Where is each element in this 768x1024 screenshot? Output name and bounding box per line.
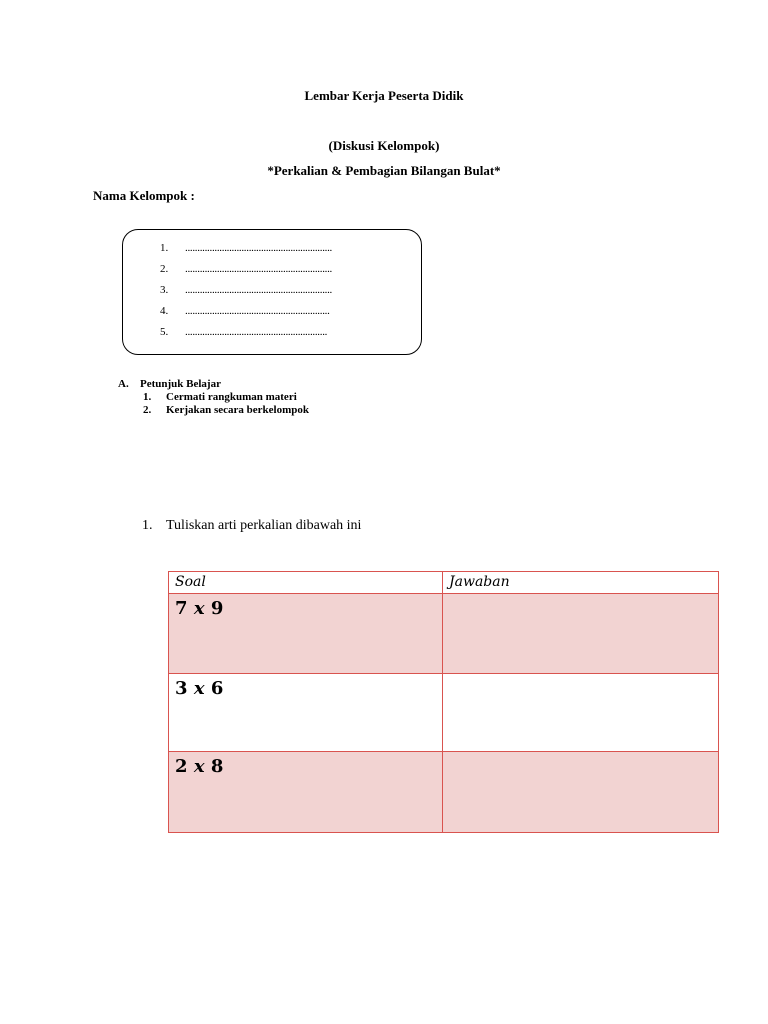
member-line[interactable] [160, 241, 332, 255]
member-number: 5. [160, 326, 169, 338]
jawaban-cell[interactable] [443, 594, 719, 674]
times-operator: x [193, 678, 205, 699]
times-operator: x [193, 756, 205, 777]
operand-b: 9 [210, 598, 224, 619]
operand-a: 7 [175, 598, 188, 619]
soal-header: Soal [169, 572, 443, 594]
table-row [169, 674, 719, 752]
soal-cell [169, 674, 443, 752]
instructions-heading: Petunjuk Belajar [140, 378, 221, 390]
times-operator: x [193, 598, 205, 619]
operand-b: 6 [210, 678, 224, 699]
soal-cell [169, 752, 443, 833]
instruction-number: 1. [143, 391, 152, 403]
instruction-item [143, 391, 309, 404]
instruction-item [143, 404, 309, 417]
member-blank: .......................................................... [185, 326, 328, 338]
answer-table [168, 571, 719, 833]
instructions-heading-row [118, 378, 309, 391]
instruction-text: Cermati rangkuman materi [166, 391, 297, 403]
member-blank: ........................................................... [185, 305, 330, 317]
member-number: 3. [160, 284, 169, 296]
jawaban-header: Jawaban [443, 572, 719, 594]
table-row [169, 594, 719, 674]
member-line[interactable] [160, 304, 330, 318]
instructions-section [118, 378, 309, 417]
question-text: Tuliskan arti perkalian dibawah ini [166, 518, 362, 533]
member-line[interactable] [160, 325, 327, 339]
member-number: 2. [160, 263, 169, 275]
jawaban-cell[interactable] [443, 752, 719, 833]
worksheet-subtitle: (Diskusi Kelompok) [328, 138, 440, 153]
member-blank: ............................................................ [185, 263, 333, 275]
member-line[interactable] [160, 283, 332, 297]
group-name-label: Nama Kelompok : [93, 188, 195, 203]
jawaban-cell[interactable] [443, 674, 719, 752]
instruction-text: Kerjakan secara berkelompok [166, 404, 309, 416]
table-row [169, 752, 719, 833]
soal-cell [169, 594, 443, 674]
table-header-row [169, 572, 719, 594]
member-line[interactable] [160, 262, 332, 276]
member-number: 1. [160, 242, 169, 254]
operand-b: 8 [210, 756, 224, 777]
member-number: 4. [160, 305, 169, 317]
question-1 [142, 518, 361, 534]
group-members-box [122, 229, 422, 355]
member-blank: ............................................................ [185, 284, 333, 296]
question-number: 1. [142, 518, 153, 533]
operand-a: 3 [175, 678, 188, 699]
member-blank: ............................................................ [185, 242, 333, 254]
operand-a: 2 [175, 756, 188, 777]
worksheet-topic: *Perkalian & Pembagian Bilangan Bulat* [267, 163, 501, 178]
worksheet-title: Lembar Kerja Peserta Didik [304, 88, 464, 103]
instruction-number: 2. [143, 404, 152, 416]
section-letter: A. [118, 378, 129, 390]
